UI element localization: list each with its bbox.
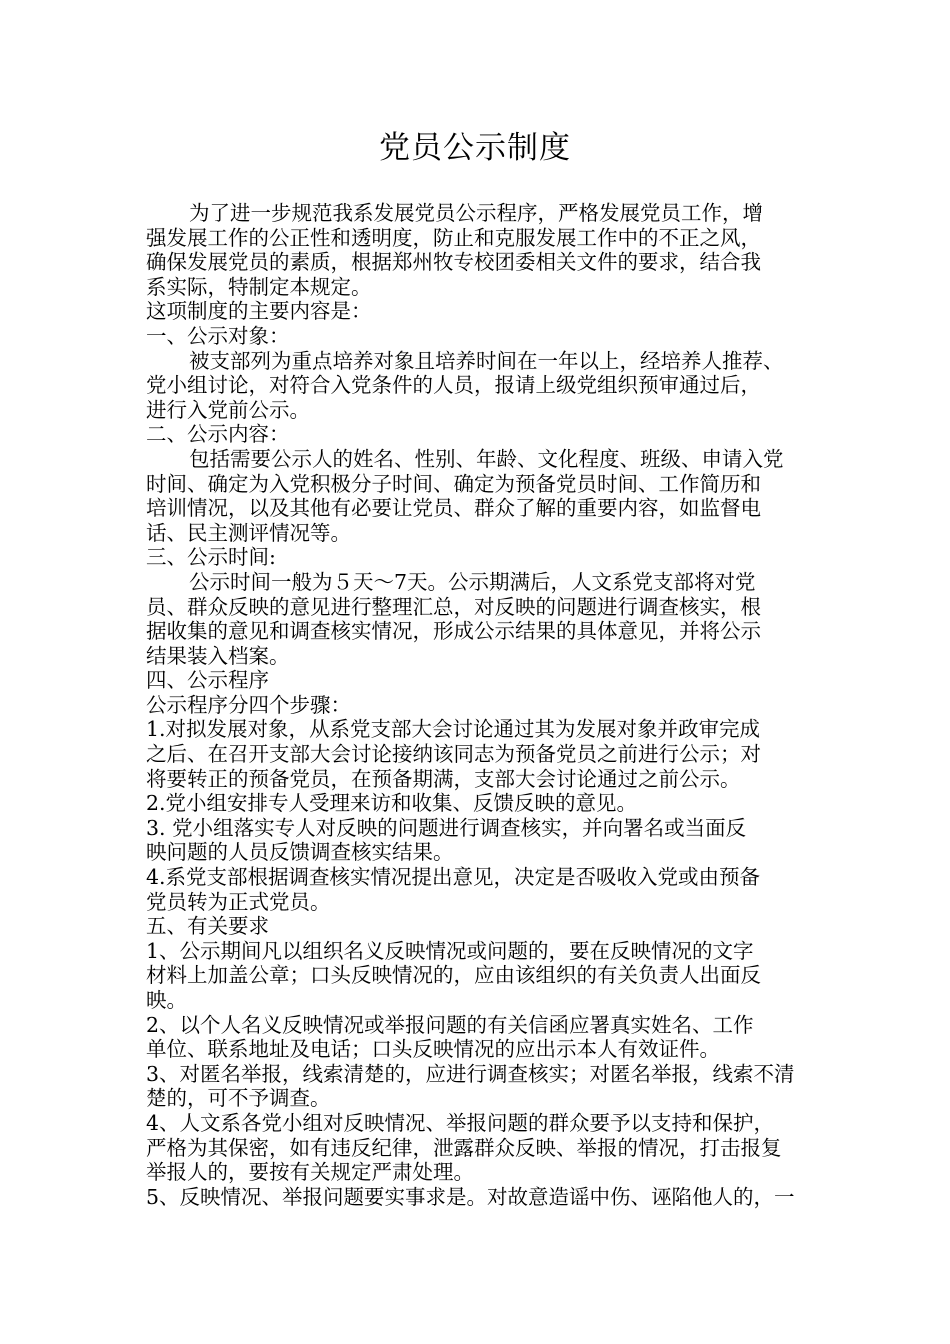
- text-line: 映问题的人员反馈调查核实结果。: [146, 840, 454, 865]
- paragraph: [146, 1062, 816, 1111]
- paragraph: [146, 914, 816, 939]
- text-line: 公示时间一般为５天～7天。公示期满后，人文系党支部将对党: [189, 569, 756, 594]
- paragraph: [146, 693, 816, 718]
- text-line: 被支部列为重点培养对象且培养时间在一年以上，经培养人推荐、: [189, 348, 784, 373]
- text-line: 进行入党前公示。: [146, 397, 310, 422]
- paragraph: [146, 668, 816, 693]
- text-line: 严格为其保密，如有违反纪律，泄露群众反映、举报的情况，打击报复: [146, 1135, 782, 1160]
- paragraph: [146, 865, 816, 914]
- text-line: 之后、在召开支部大会讨论接纳该同志为预备党员之前进行公示；对: [146, 742, 761, 767]
- document-body: [146, 201, 816, 1209]
- text-line: 公示程序分四个步骤：: [146, 692, 351, 717]
- text-line: 党员转为正式党员。: [146, 889, 331, 914]
- paragraph: [146, 201, 816, 299]
- text-line: 3. 党小组落实专人对反映的问题进行调查核实，并向署名或当面反: [146, 815, 747, 840]
- paragraph: [146, 299, 816, 324]
- text-line: 5、反映情况、举报问题要实事求是。对故意造谣中伤、诬陷他人的，一: [146, 1184, 795, 1209]
- text-line: 这项制度的主要内容是：: [146, 299, 372, 324]
- paragraph: [146, 324, 816, 349]
- text-line: 培训情况，以及其他有必要让党员、群众了解的重要内容，如监督电: [146, 496, 761, 521]
- text-line: 为了进一步规范我系发展党员公示程序，严格发展党员工作，增: [189, 201, 763, 225]
- text-line: 强发展工作的公正性和透明度，防止和克服发展工作中的不正之风，: [146, 225, 761, 250]
- text-line: 确保发展党员的素质，根据郑州牧专校团委相关文件的要求，结合我: [146, 250, 761, 275]
- paragraph: [146, 791, 816, 816]
- text-line: 2.党小组安排专人受理来访和收集、反馈反映的意见。: [146, 791, 638, 816]
- paragraph: [146, 1013, 816, 1062]
- text-line: 1.对拟发展对象，从系党支部大会讨论通过其为发展对象并政审完成: [146, 717, 761, 742]
- text-line: 映。: [146, 988, 187, 1012]
- text-line: 党小组讨论，对符合入党条件的人员，报请上级党组织预审通过后，: [146, 373, 761, 398]
- text-line: 1、公示期间凡以组织名义反映情况或问题的，要在反映情况的文字: [146, 938, 754, 963]
- text-line: 五、有关要求: [146, 914, 269, 939]
- paragraph: [146, 717, 816, 791]
- paragraph: [146, 545, 816, 570]
- paragraph: [146, 349, 816, 423]
- text-line: 一、公示对象：: [146, 323, 290, 348]
- text-line: 单位、联系地址及电话；口头反映情况的应出示本人有效证件。: [146, 1037, 720, 1062]
- paragraph: [146, 939, 816, 1013]
- text-line: 三、公示时间:: [146, 545, 276, 570]
- text-line: 2、以个人名义反映情况或举报问题的有关信函应署真实姓名、工作: [146, 1012, 754, 1037]
- text-line: 四、公示程序: [146, 668, 269, 693]
- document-title: 党员公示制度: [379, 130, 571, 166]
- text-line: 将要转正的预备党员，在预备期满，支部大会讨论通过之前公示。: [146, 766, 741, 791]
- text-line: 包括需要公示人的姓名、性别、年龄、文化程度、班级、申请入党: [189, 446, 784, 471]
- text-line: 系实际，特制定本规定。: [146, 274, 372, 299]
- text-line: 4.系党支部根据调查核实情况提出意见，决定是否吸收入党或由预备: [146, 865, 761, 890]
- text-line: 3、对匿名举报，线索清楚的，应进行调查核实；对匿名举报，线索不清: [146, 1061, 795, 1086]
- text-line: 据收集的意见和调查核实情况，形成公示结果的具体意见，并将公示: [146, 619, 761, 644]
- paragraph: [146, 1111, 816, 1185]
- paragraph: [146, 570, 816, 668]
- text-line: 时间、确定为入党积极分子时间、确定为预备党员时间、工作简历和: [146, 471, 761, 496]
- paragraph: [146, 1185, 816, 1210]
- paragraph: [146, 447, 816, 545]
- text-line: 举报人的，要按有关规定严肃处理。: [146, 1160, 474, 1185]
- text-line: 楚的，可不予调查。: [146, 1086, 331, 1111]
- paragraph: [146, 816, 816, 865]
- text-line: 话、民主测评情况等。: [146, 520, 351, 545]
- text-line: 二、公示内容：: [146, 422, 290, 447]
- text-line: 4、人文系各党小组对反映情况、举报问题的群众要予以支持和保护，: [146, 1110, 775, 1135]
- text-line: 结果装入档案。: [146, 643, 290, 668]
- text-line: 员、群众反映的意见进行整理汇总，对反映的问题进行调查核实，根: [146, 594, 761, 619]
- paragraph: [146, 422, 816, 447]
- text-line: 材料上加盖公章；口头反映情况的，应由该组织的有关负责人出面反: [146, 963, 761, 988]
